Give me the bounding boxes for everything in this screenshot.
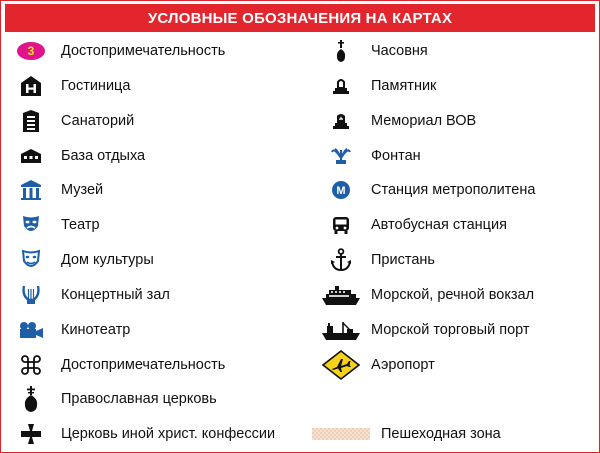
legend-label: Театр [61, 217, 100, 233]
ww2-memorial-icon [321, 106, 361, 136]
recreation-base-icon [11, 141, 51, 171]
legend-label: Часовня [371, 43, 428, 59]
legend-item [1, 417, 321, 451]
legend-label: Памятник [371, 78, 437, 94]
legend-item [321, 348, 597, 382]
legend-item [321, 243, 597, 277]
legend-label: Пешеходная зона [381, 426, 501, 442]
legend-label: Церковь иной христ. конфессии [61, 426, 276, 442]
legend-label: Дом культуры [61, 252, 154, 268]
legend-item [1, 34, 321, 68]
fountain-icon [321, 141, 361, 171]
legend-item [321, 34, 597, 68]
anchor-icon [321, 245, 361, 275]
metro-letter: М [336, 185, 346, 197]
numbered-attraction-badge-icon [11, 36, 51, 66]
passenger-ship-icon [321, 280, 361, 310]
legend-item [1, 208, 321, 242]
legend-columns [1, 32, 599, 452]
metro-station-icon [321, 175, 361, 205]
legend-label: Аэропорт [371, 357, 435, 373]
legend-item [1, 313, 321, 347]
legend-item [321, 173, 597, 207]
legend-item [321, 208, 597, 242]
legend-label: Пристань [371, 252, 435, 268]
museum-icon [11, 175, 51, 205]
legend-label: Морской, речной вокзал [371, 287, 535, 303]
legend-label: Музей [61, 182, 104, 198]
pedestrian-zone-swatch-icon [311, 419, 371, 449]
legend-label: Станция метрополитена [371, 182, 536, 198]
legend-item [1, 139, 321, 173]
movie-camera-icon [11, 315, 51, 345]
bus-station-icon [321, 210, 361, 240]
legend-item [321, 69, 597, 103]
legend-item [321, 417, 597, 451]
culture-house-mask-icon [11, 245, 51, 275]
legend-label: Концертный зал [61, 287, 170, 303]
orthodox-church-icon [11, 384, 51, 414]
lyre-icon [11, 280, 51, 310]
legend-item [1, 382, 321, 416]
legend-item [321, 313, 597, 347]
legend-label: Достопримечательность [61, 357, 226, 373]
legend-label: Автобусная станция [371, 217, 507, 233]
other-church-cross-icon [11, 419, 51, 449]
legend-item [1, 69, 321, 103]
legend-label: Фонтан [371, 148, 421, 164]
legend-header [5, 4, 595, 32]
place-of-interest-symbol-icon [11, 350, 51, 380]
legend-label: Гостиница [61, 78, 131, 94]
legend-item [321, 139, 597, 173]
legend-label: Мемориал ВОВ [371, 113, 477, 129]
legend-item [321, 104, 597, 138]
airport-airplane-icon [321, 350, 361, 380]
legend-label: Морской торговый порт [371, 322, 530, 338]
legend-label: Православная церковь [61, 391, 217, 407]
legend-item [1, 243, 321, 277]
monument-icon [321, 71, 361, 101]
chapel-icon [321, 36, 361, 66]
hotel-icon [11, 71, 51, 101]
legend-title: УСЛОВНЫЕ ОБОЗНАЧЕНИЯ НА КАРТАХ [147, 9, 453, 27]
sanatorium-icon [11, 106, 51, 136]
badge-number: 3 [27, 44, 35, 58]
legend-item [1, 348, 321, 382]
legend-item [321, 278, 597, 312]
legend-item [1, 104, 321, 138]
legend-label: Санаторий [61, 113, 135, 129]
theater-mask-icon [11, 210, 51, 240]
legend-label: Кинотеатр [61, 322, 131, 338]
legend-label: Достопримечательность [61, 43, 226, 59]
legend-item [1, 173, 321, 207]
legend-item [1, 278, 321, 312]
cargo-ship-icon [321, 315, 361, 345]
legend-label: База отдыха [61, 148, 146, 164]
